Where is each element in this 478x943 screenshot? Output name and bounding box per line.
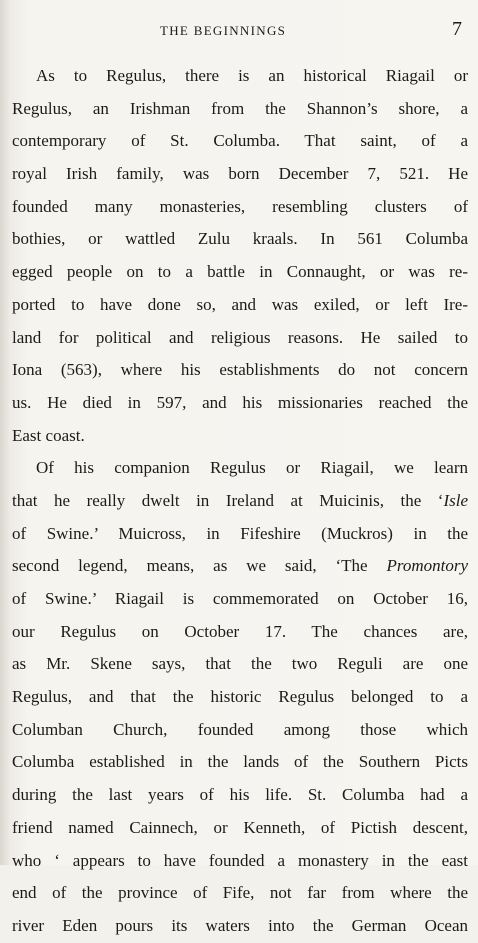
text-line: Regulus, an Irishman from the Shannon’s shore, a <box>12 98 468 118</box>
text-line: East coast. <box>12 425 85 445</box>
text-line: during the last years of his life. St. Columba had a <box>12 785 468 805</box>
running-head <box>0 20 478 44</box>
text-fragment: that he really dwelt in Ireland at Muicinis, the ‘ <box>12 490 444 510</box>
text-line: as Mr. Skene says, that the two Reguli are one <box>12 654 468 674</box>
text-line: Columba established in the lands of the Southern Picts <box>12 752 468 772</box>
text-line: As to Regulus, there is an historical Riagail or <box>36 66 468 85</box>
italic-fragment: Promontory <box>386 556 468 576</box>
text-line: founded many monasteries, resembling clusters of <box>12 196 468 216</box>
text-line: who ‘ appears to have founded a monastery in the east <box>12 850 468 870</box>
text-line: land for political and religious reasons. He sailed to <box>12 327 468 347</box>
text-line: of Swine.’ Muicross, in Fifeshire (Muckros) in the <box>12 523 468 543</box>
text-line: Of his companion Regulus or Riagail, we learn <box>36 458 468 478</box>
page-number: 7 <box>452 18 462 40</box>
text-line <box>12 485 468 518</box>
text-line: Regulus, and that the historic Regulus belonged to a <box>12 687 468 707</box>
text-line: ported to have done so, and was exiled, or left Ire- <box>12 294 468 314</box>
text-line: friend named Cainnech, or Kenneth, of Pictish descent, <box>12 817 468 837</box>
text-line: end of the province of Fife, not far from where the <box>12 883 468 903</box>
text-line: royal Irish family, was born December 7, 521. He <box>12 164 468 184</box>
text-line: contemporary of St. Columba. That saint, of a <box>12 131 468 151</box>
text-line: Columban Church, founded among those which <box>12 719 468 739</box>
chapter-title: THE BEGINNINGS <box>160 23 287 38</box>
text-line: of Swine.’ Riagail is commemorated on October 16, <box>12 589 468 608</box>
text-line: egged people on to a battle in Connaught, or was re- <box>12 262 468 282</box>
text-line: our Regulus on October 17. The chances are, <box>12 621 468 641</box>
text-line <box>12 550 468 583</box>
text-line: us. He died in 597, and his missionaries reached the <box>12 392 468 412</box>
italic-fragment: Isle <box>443 490 468 510</box>
text-fragment: second legend, means, as we said, ‘The <box>12 556 387 576</box>
text-line: river Eden pours its waters into the German Ocean <box>12 915 468 935</box>
text-line: Iona (563), where his establishments do not concern <box>12 360 468 380</box>
text-line: bothies, or wattled Zulu kraals. In 561 Columba <box>12 229 468 249</box>
body-text <box>12 60 468 943</box>
